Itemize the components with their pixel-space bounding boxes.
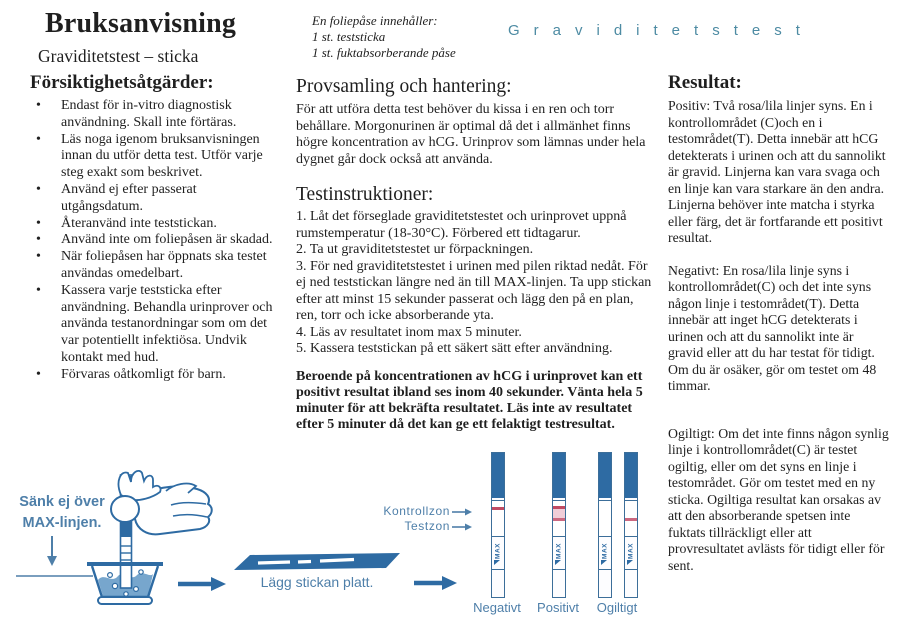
stick-result-window — [625, 500, 637, 537]
result-positive-text: Positiv: Två rosa/lila linjer syns. En i kontrollområdet (C)och en i testområdet(T). Detta innebär att hCG detekterats i urinen och att du sannolikt är gravid. Linjerna kan vara svaga och en linje kan vara starkare än den andra. Linjerna behöver inte matcha i styrka eller färg, det är fortfarande ett positivt resultat. — [668, 98, 886, 245]
test-stick-invalid-blank — [598, 452, 612, 598]
stick-max-zone: MAX — [553, 537, 565, 567]
test-line — [553, 518, 565, 521]
instructions-section — [296, 76, 652, 433]
list-item: • Endast för in-vitro diagnostisk användning. Skall inte förtäras. — [30, 98, 280, 132]
result-negative-text: Negativt: En rosa/lila linje syns i kontrollområdet(C) och det inte syns någon linje i testområdet(T). Detta innebär att inget hCG detekterats i urinen och att du sannolikt inte är gravid eller att du har testat för tidigt. Om du är osäker, gör om testet om 48 timmar. — [668, 262, 877, 393]
sampling-body: För att utföra detta test behöver du kissa i en ren och torr behållare. Morgonurinen är optimal då det i allmänhet finns högre koncentration av hCG. Urinprov som lämnas under hela dygnet går dock också att använda. — [296, 102, 646, 167]
package-note-line: En foliepåse innehåller: — [312, 13, 438, 28]
stick-handle — [553, 453, 565, 498]
dip-depth-label: Sänk ej över MAX-linjen. — [19, 494, 105, 531]
sampling-heading: Provsamling och hantering: — [296, 76, 512, 97]
page-subtitle: Graviditetstest – sticka — [38, 46, 199, 66]
result-label-positive: Positivt — [537, 600, 579, 615]
test-stick-positive — [552, 452, 566, 598]
arrow-right-icon — [178, 577, 226, 591]
flat-stick-icon — [234, 553, 400, 570]
list-item: • När foliepåsen har öppnats ska testet användas omedelbart. — [30, 249, 280, 283]
down-arrow-icon — [47, 536, 57, 566]
list-item: • Förvaras oåtkomligt för barn. — [30, 367, 280, 384]
package-contents-note — [312, 13, 456, 61]
stick-arrow-icon — [627, 560, 633, 565]
stick-result-window — [492, 500, 504, 537]
stick-absorbent-tip — [492, 569, 504, 597]
control-zone-label: Kontrollzon — [383, 504, 450, 518]
results-heading: Resultat: — [668, 72, 742, 93]
test-instructions-heading: Testinstruktioner: — [296, 184, 434, 205]
stick-absorbent-tip — [599, 569, 611, 597]
package-note-line: 1 st. teststicka — [312, 29, 386, 44]
test-line — [625, 518, 637, 521]
result-invalid-text: Ogiltigt: Om det inte finns någon synlig linje i kontrollområdet(C) är testet ogiltig, eller om det syns en linje i testområdet. Gör om testet med en ny sticka. Ogiltiga resultat kan orsakas av att den absorberande spetsen inte fuktats tillräckligt eller att provresultatet avlästs för tidigt eller för sent. — [668, 425, 889, 573]
package-note-line: 1 st. fuktabsorberande påse — [312, 45, 456, 60]
page-title: Bruksanvisning — [45, 8, 237, 39]
stick-handle — [599, 453, 611, 498]
zone-labels — [358, 504, 450, 534]
timing-warning: Beroende på koncentrationen av hCG i urinprovet kan ett positivt resultat ibland ses inom 40 sekunder. Vänta hela 5 minuter för att bekräfta resultatet. Läs inte av resultatet efter 5 minuter då det kan ge ett felaktigt testresultat. — [296, 368, 643, 433]
stick-result-window — [599, 500, 611, 537]
list-item: • Läs noga igenom bruksanvisningen innan du utför detta test. Utför varje steg exakt som beskrivet. — [30, 132, 280, 182]
stick-arrow-icon — [494, 560, 500, 565]
stick-max-zone: MAX — [599, 537, 611, 567]
result-label-negative: Negativt — [473, 600, 521, 615]
stick-arrow-icon — [601, 560, 607, 565]
stick-absorbent-tip — [625, 569, 637, 597]
list-item: • Använd ej efter passerat utgångsdatum. — [30, 182, 280, 216]
precautions-list — [30, 98, 280, 384]
stick-handle — [492, 453, 504, 498]
control-line — [553, 506, 565, 509]
list-item: • Återanvänd inte teststickan. — [30, 216, 280, 233]
control-line — [492, 507, 504, 510]
test-stick-negative — [491, 452, 505, 598]
instruction-step: 5. Kassera teststickan på ett säkert sätt efter användning. — [296, 341, 613, 356]
lay-flat-label: Lägg stickan platt. — [260, 574, 374, 590]
result-label-invalid: Ogiltigt — [596, 600, 638, 615]
brand-wordmark: Graviditetstest — [508, 22, 814, 39]
instruction-step: 1. Låt det förseglade graviditetstestet och urinprovet uppnå rumstemperatur (18-30°C). Förbered ett tidtagarur. — [296, 209, 627, 241]
list-item: • Kassera varje teststicka efter användning. Behandla urinprover och använda testanordningar som om det var potentiellt infektiösa. Undvik kontakt med hud. — [30, 283, 280, 367]
precautions-heading: Försiktighetsåtgärder: — [30, 72, 214, 93]
precautions-section — [30, 72, 280, 384]
stick-max-zone: MAX — [625, 537, 637, 567]
list-item: • Använd inte om foliepåsen är skadad. — [30, 232, 280, 249]
stick-result-window — [553, 500, 565, 537]
test-stick-invalid-testline-only — [624, 452, 638, 598]
instruction-step: 4. Läs av resultatet inom max 5 minuter. — [296, 324, 522, 340]
stick-absorbent-tip — [553, 569, 565, 597]
stick-max-zone: MAX — [492, 537, 504, 567]
arrow-right-icon — [414, 576, 457, 590]
results-section — [668, 72, 890, 574]
control-zone-arrow-icon — [452, 509, 472, 516]
test-zone-label: Testzon — [404, 519, 450, 533]
instruction-step: 3. För ned graviditetstestet i urinen med pilen riktad nedåt. För ej ned teststickan längre ned än till MAX-linjen. Ta upp stickan efter att minst 15 sekunder passerat och lägg den på en plan, ren, torr och icke absorberande yta. — [296, 258, 652, 323]
instruction-step: 2. Ta ut graviditetstestet ur förpackningen. — [296, 242, 534, 257]
test-zone-arrow-icon — [452, 524, 472, 531]
stick-handle — [625, 453, 637, 498]
usage-illustration — [0, 440, 480, 632]
stick-arrow-icon — [555, 560, 561, 565]
